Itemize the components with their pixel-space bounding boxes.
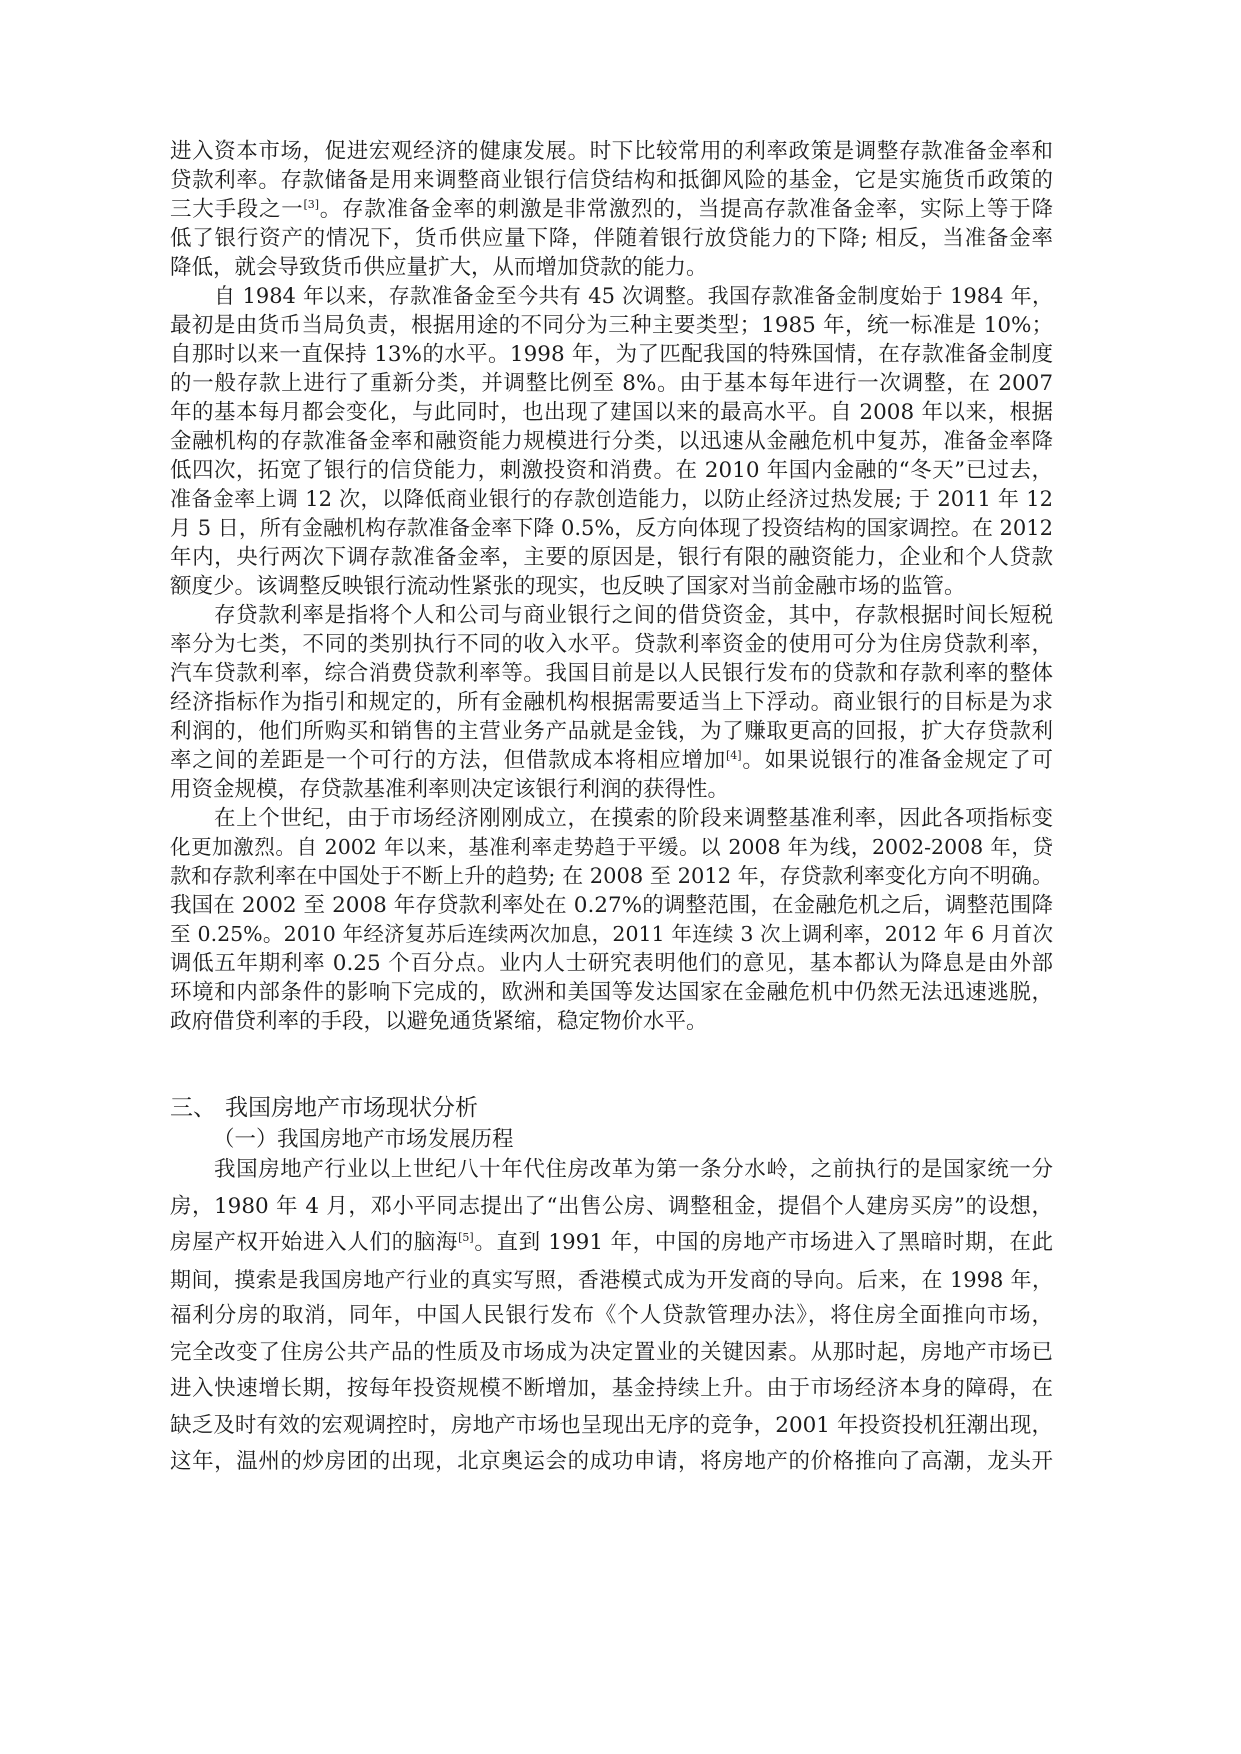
paragraph-line: 至 0.25%。2010 年经济复苏后连续两次加息，2011 年连续 3 次上调利率，2012 年 6 月首次 [170, 922, 1053, 946]
paragraph-line: 完全改变了住房公共产品的性质及市场成为决定置业的关键因素。从那时起，房地产市场已 [170, 1339, 1053, 1365]
paragraph-line: 款和存款利率在中国处于不断上升的趋势; 在 2008 至 2012 年，存贷款利率变化方向不明确。 [170, 864, 1053, 888]
subsection-number: （一） [213, 1127, 278, 1152]
paragraph-line: 缺乏及时有效的宏观调控时，房地产市场也呈现出无序的竞争，2001 年投资投机狂潮出现， [170, 1412, 1053, 1438]
paragraph-line: 进入资本市场，促进宏观经济的健康发展。时下比较常用的利率政策是调整存款准备金率和 [170, 139, 1053, 164]
paragraph-line: 我国房地产行业以上世纪八十年代住房改革为第一条分水岭，之前执行的是国家统一分 [214, 1157, 1053, 1182]
section-heading [170, 1093, 478, 1124]
paragraph-line: 准备金率上调 12 次，以降低商业银行的存款创造能力，以防止经济过热发展; 于 2011 年 12 [170, 487, 1053, 511]
paragraph-line: 我国在 2002 至 2008 年存贷款利率处在 0.27%的调整范围，在金融危机之后，调整范围降 [170, 893, 1053, 918]
paragraph [170, 601, 1053, 804]
paragraph-line: 低四次，拓宽了银行的信贷能力，刺激投资和消费。在 2010 年国内金融的“冬天”已过去， [170, 458, 1053, 483]
paragraph-line: 自那时以来一直保持 13%的水平。1998 年，为了匹配我国的特殊国情，在存款准备金制度 [170, 342, 1053, 367]
paragraph-line [170, 746, 1053, 775]
paragraph-line: 年内，央行两次下调存款准备金率，主要的原因是，银行有限的融资能力，企业和个人贷款 [170, 545, 1053, 570]
paragraph [170, 1152, 1053, 1481]
paragraph-line: 政府借贷利率的手段，以避免通货紧缩，稳定物价水平。 [170, 1009, 708, 1034]
line-text: 率之间的差距是一个可行的方法，但借款成本将相应增加 [170, 748, 727, 773]
paragraph-line: 房，1980 年 4 月，邓小平同志提出了“出售公房、调整租金，提倡个人建房买房”的设想， [170, 1193, 1053, 1219]
paragraph-line: 环境和内部条件的影响下完成的，欧洲和美国等发达国家在金融危机中仍然无法迅速逃脱， [170, 980, 1053, 1005]
line-text: 。直到 1991 年，中国的房地产市场进入了黑暗时期，在此 [473, 1230, 1053, 1255]
line-text: 。存款准备金率的刺激是非常激烈的，当提高存款准备金率，实际上等于降 [319, 197, 1053, 222]
body-text-bottom [170, 1152, 1053, 1481]
paragraph-line: 降低，就会导致货币供应量扩大，从而增加贷款的能力。 [170, 255, 708, 280]
paragraph-line: 用资金规模，存贷款基准利率则决定该银行利润的获得性。 [170, 777, 730, 802]
paragraph-line: 化更加激烈。自 2002 年以来，基准利率走势趋于平缓。以 2008 年为线，2002-2008 年，贷 [170, 835, 1053, 859]
paragraph-line: 汽车贷款利率，综合消费贷款利率等。我国目前是以人民银行发布的贷款和存款利率的整体 [170, 661, 1053, 686]
line-text: 三大手段之一 [170, 197, 304, 222]
paragraph-line: 自 1984 年以来，存款准备金至今共有 45 次调整。我国存款准备金制度始于 1984 年， [214, 284, 1053, 308]
paragraph-line: 月 5 日，所有金融机构存款准备金率下降 0.5%，反方向体现了投资结构的国家调控。在 2012 [170, 516, 1053, 540]
paragraph-line: 率分为七类，不同的类别执行不同的收入水平。贷款利率资金的使用可分为住房贷款利率， [170, 632, 1053, 657]
section-title: 我国房地产市场现状分析 [225, 1095, 478, 1121]
paragraph-line: 的一般存款上进行了重新分类，并调整比例至 8%。由于基本每年进行一次调整，在 2007 [170, 371, 1053, 396]
paragraph-line: 福利分房的取消，同年，中国人民银行发布《个人贷款管理办法》，将住房全面推向市场， [170, 1303, 1053, 1328]
section-number: 三、 [170, 1095, 216, 1121]
subsection-title: 我国房地产市场发展历程 [277, 1127, 514, 1152]
paragraph-line: 年的基本每月都会变化，与此同时，也出现了建国以来的最高水平。自 2008 年以来，根据 [170, 400, 1053, 425]
paragraph-line: 利润的，他们所购买和销售的主营业务产品就是金钱，为了赚取更高的回报，扩大存贷款利 [170, 719, 1053, 744]
line-text: 房屋产权开始进入人们的脑海 [170, 1230, 459, 1255]
paragraph-line: 期间，摸索是我国房地产行业的真实写照，香港模式成为开发商的导向。后来，在 1998 年， [170, 1267, 1053, 1292]
paragraph-line: 贷款利率。存款储备是用来调整商业银行信贷结构和抵御风险的基金，它是实施货币政策的 [170, 168, 1053, 193]
paragraph-line: 在上个世纪，由于市场经济刚刚成立，在摸索的阶段来调整基准利率，因此各项指标变 [214, 806, 1053, 831]
paragraph [170, 804, 1053, 1036]
citation-ref: [4] [726, 749, 742, 762]
paragraph-line: 低了银行资产的情况下，货币供应量下降，伴随着银行放贷能力的下降; 相反，当准备金率 [170, 226, 1053, 251]
paragraph-line [170, 1225, 1053, 1262]
paragraph-line: 调低五年期利率 0.25 个百分点。业内人士研究表明他们的意见，基本都认为降息是由外部 [170, 951, 1053, 976]
paragraph-line: 进入快速增长期，按每年投资规模不断增加，基金持续上升。由于市场经济本身的障碍，在 [170, 1376, 1053, 1401]
paragraph-line: 这年，温州的炒房团的出现，北京奥运会的成功申请，将房地产的价格推向了高潮，龙头开 [170, 1449, 1053, 1474]
paragraph [170, 282, 1053, 601]
paragraph-line: 最初是由货币当局负责，根据用途的不同分为三种主要类型；1985 年，统一标准是 10%； [170, 313, 1053, 338]
paragraph-line: 经济指标作为指引和规定的，所有金融机构根据需要适当上下浮动。商业银行的目标是为求 [170, 690, 1053, 715]
body-text-top [170, 137, 1053, 1036]
paragraph-line: 存贷款利率是指将个人和公司与商业银行之间的借贷资金，其中，存款根据时间长短税 [214, 603, 1053, 628]
line-text: 。如果说银行的准备金规定了可 [741, 748, 1053, 773]
paragraph-line: 额度少。该调整反映银行流动性紧张的现实，也反映了国家对当前金融市场的监管。 [170, 574, 966, 599]
subsection-heading [213, 1124, 514, 1155]
citation-ref: [3] [303, 198, 320, 211]
citation-ref: [5] [458, 1231, 474, 1244]
paragraph-line [170, 195, 1053, 224]
paragraph-line: 金融机构的存款准备金率和融资能力规模进行分类，以迅速从金融危机中复苏，准备金率降 [170, 429, 1053, 454]
paragraph [170, 137, 1053, 282]
